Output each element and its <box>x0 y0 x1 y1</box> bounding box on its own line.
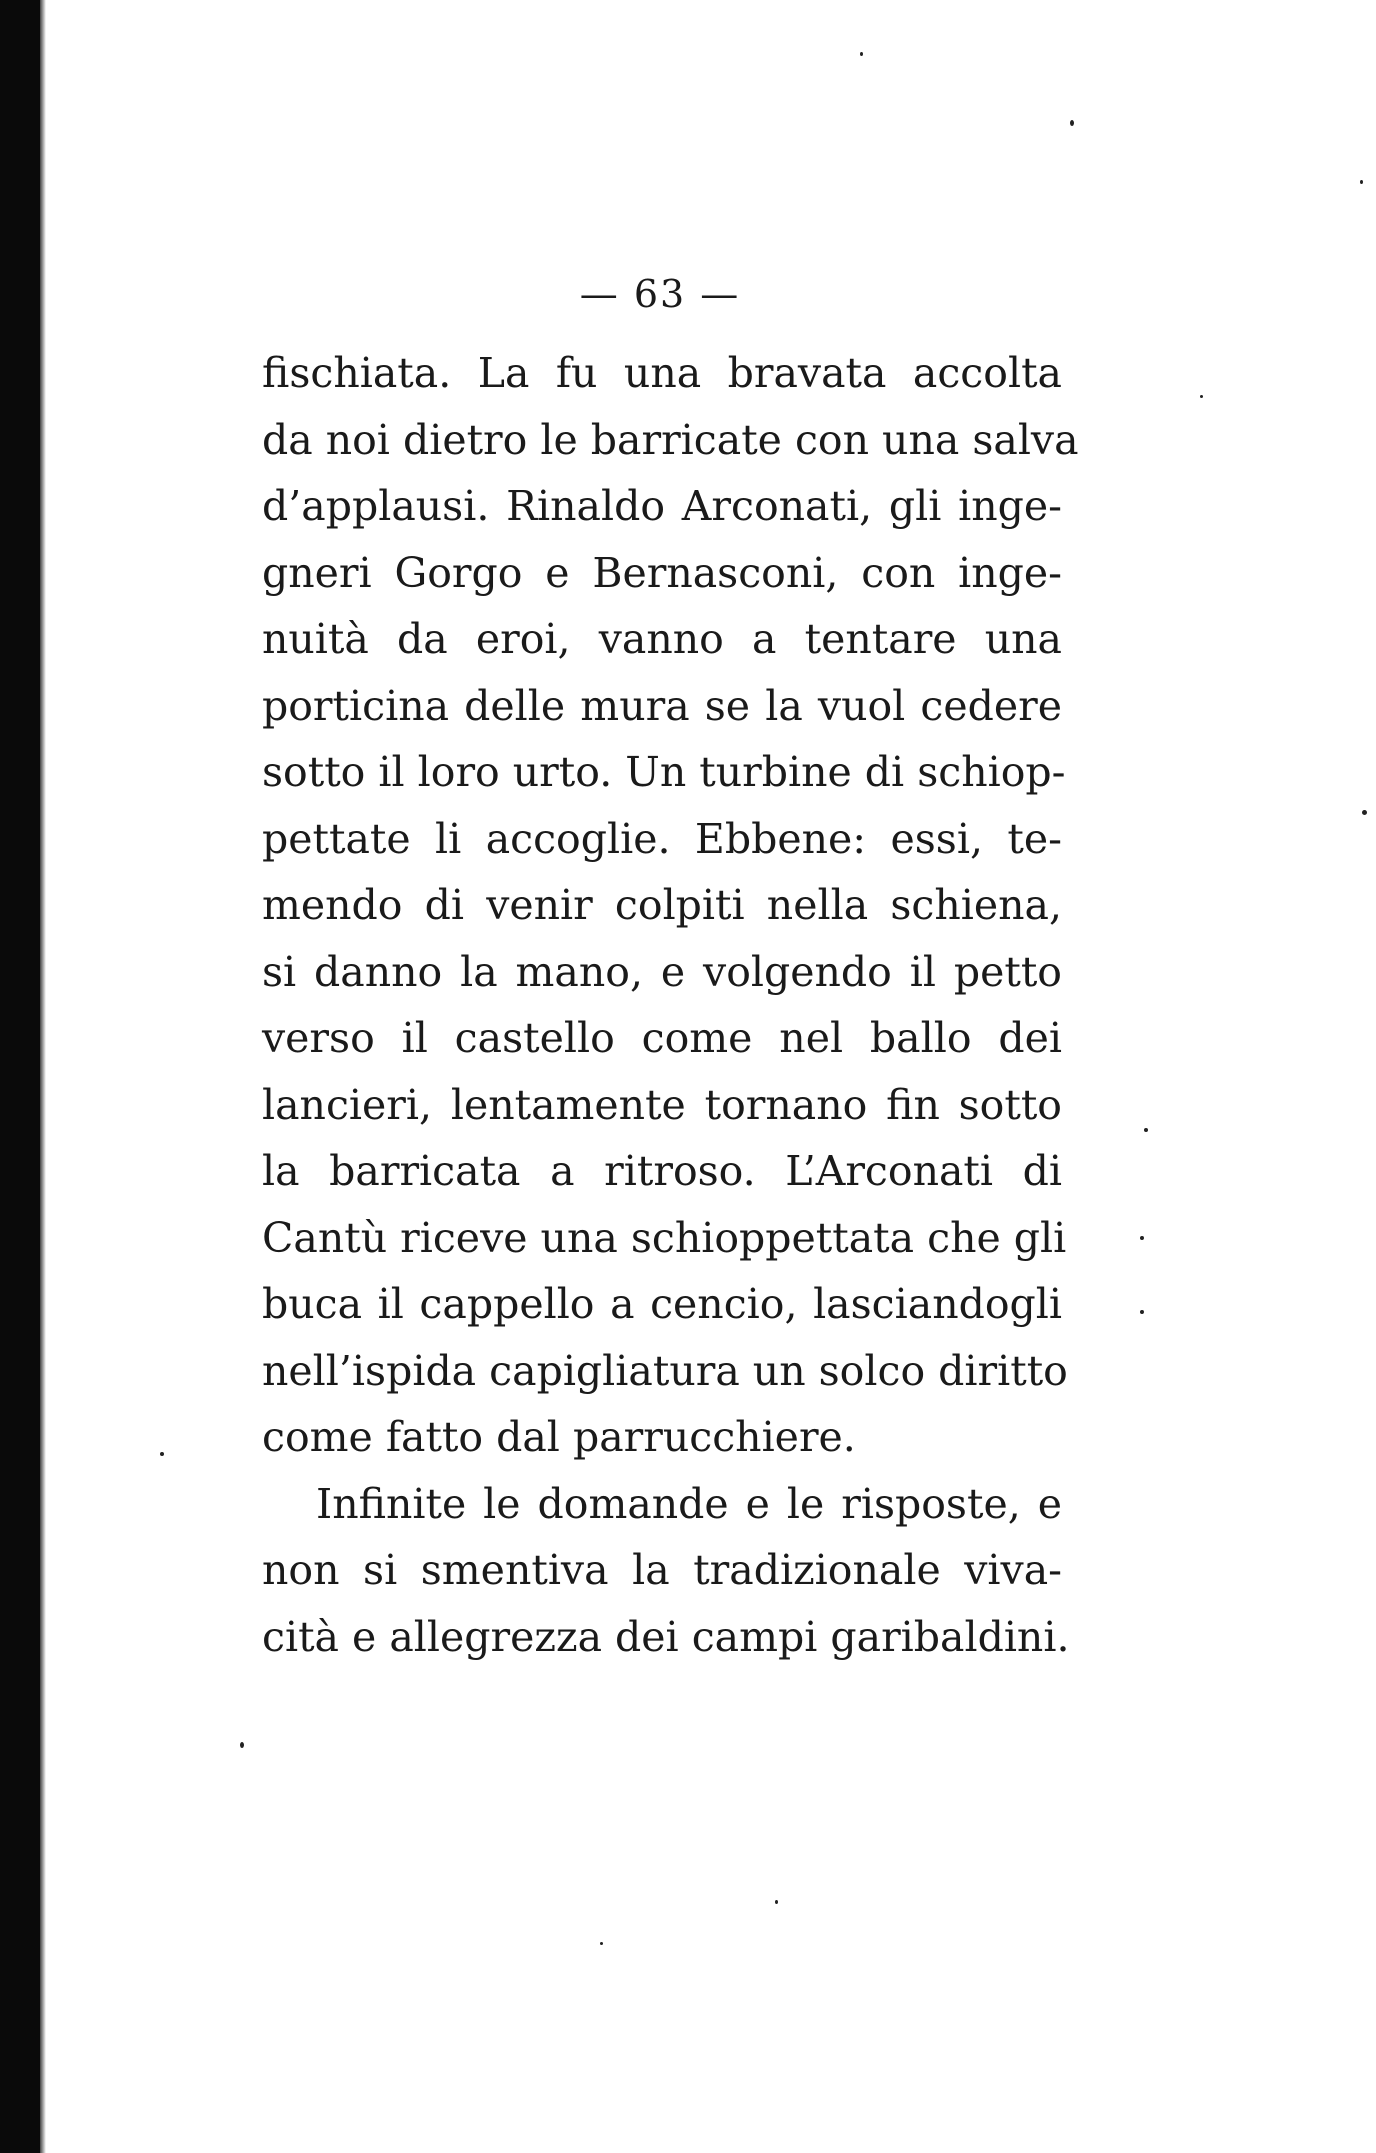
scan-speck <box>775 1900 778 1904</box>
text-line: Infinite le domande e le risposte, e <box>316 1479 1062 1528</box>
scan-speck <box>160 1452 164 1456</box>
text-line: verso il castello come nel ballo dei <box>262 1014 1062 1062</box>
scan-speck <box>860 52 863 56</box>
text-line: si danno la mano, e volgendo il petto <box>262 947 1062 996</box>
page-number: — 63 — <box>579 272 741 316</box>
text-line: cità e allegrezza dei campi garibaldini. <box>262 1612 1070 1661</box>
text-line: lancieri, lentamente tornano fin sotto <box>262 1080 1062 1129</box>
scan-speck <box>1362 810 1367 815</box>
scan-speck <box>600 1942 603 1945</box>
scan-speck <box>240 1742 244 1748</box>
text-line: pettate li accoglie. Ebbene: essi, te- <box>262 814 1062 863</box>
text-line: d’applausi. Rinaldo Arconati, gli inge- <box>262 482 1062 530</box>
text-line: nuità da eroi, vanno a tentare una <box>262 615 1062 663</box>
text-line: gneri Gorgo e Bernasconi, con inge- <box>262 548 1062 597</box>
text-line: porticina delle mura se la vuol cedere <box>262 681 1062 730</box>
text-line: Cantù riceve una schioppettata che gli <box>262 1213 1067 1262</box>
scan-speck <box>1360 180 1363 184</box>
scan-noise-top <box>46 0 1086 40</box>
text-line: da noi dietro le barricate con una salva <box>262 415 1079 464</box>
scan-speck <box>1140 1236 1144 1240</box>
text-line: fischiata. La fu una bravata accolta <box>262 349 1062 397</box>
text-line: buca il cappello a cencio, lasciandogli <box>262 1280 1062 1328</box>
text-line: non si smentiva la tradizionale viva- <box>262 1546 1062 1594</box>
scan-speck <box>1144 1128 1148 1132</box>
body-text <box>262 340 1079 1670</box>
book-spine-shadow <box>0 0 40 2153</box>
scan-speck <box>1070 120 1074 126</box>
text-line: la barricata a ritroso. L’Arconati di <box>262 1147 1062 1195</box>
text-line: nell’ispida capigliatura un solco diritto <box>262 1346 1068 1395</box>
scan-speck <box>1200 395 1203 398</box>
text-line: come fatto dal parrucchiere. <box>262 1413 856 1461</box>
text-line: sotto il loro urto. Un turbine di schiop- <box>262 748 1066 796</box>
book-spine-edge <box>40 0 46 2153</box>
scan-speck <box>1140 1310 1144 1314</box>
text-line: mendo di venir colpiti nella schiena, <box>262 881 1062 929</box>
